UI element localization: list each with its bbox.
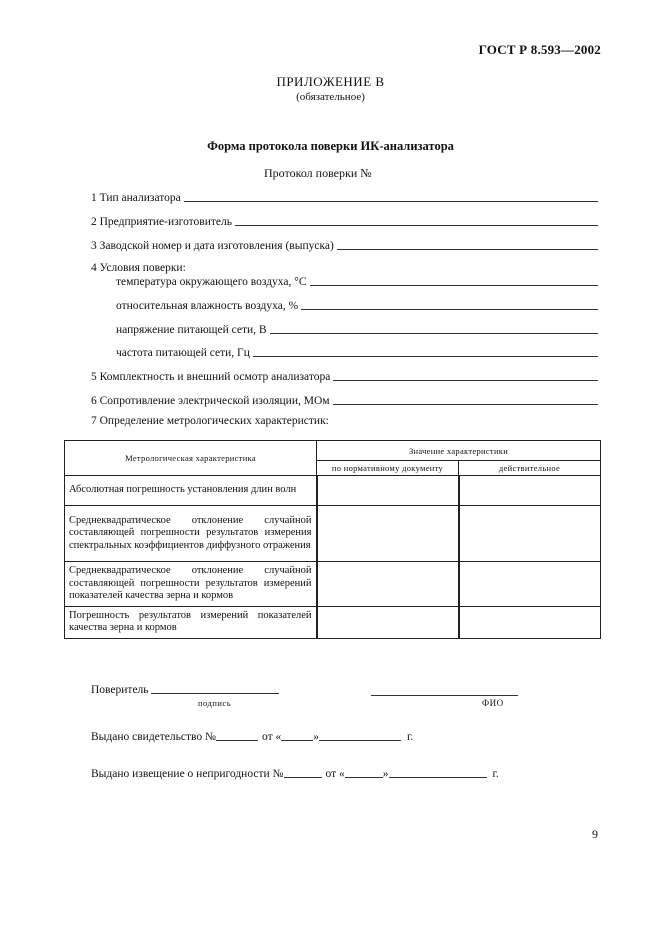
table-row	[65, 506, 601, 562]
table-row	[65, 606, 601, 638]
appendix-subtitle: (обязательное)	[296, 91, 365, 103]
fill-line[interactable]	[333, 403, 598, 405]
fill-line[interactable]	[184, 200, 598, 202]
field-metrology-label: 7 Определение метрологических характеристик:	[91, 415, 329, 427]
notice-row	[91, 768, 499, 780]
row-name: Погрешность результатов измерений показателей качества зерна и кормов	[65, 606, 317, 638]
fill-line[interactable]	[270, 332, 598, 334]
certificate-month-line[interactable]	[319, 740, 401, 741]
notice-quote: »	[382, 768, 389, 780]
protocol-label: Протокол поверки №	[264, 166, 372, 180]
cell-actual[interactable]	[459, 506, 601, 562]
field-insulation	[91, 391, 598, 407]
field-label: 5 Комплектность и внешний осмотр анализатора	[91, 371, 331, 383]
page-number: 9	[592, 827, 598, 841]
document-code: ГОСТ Р 8.593—2002	[478, 42, 601, 57]
notice-label: Выдано извещение о непригодности №	[91, 768, 284, 780]
appendix-title: ПРИЛОЖЕНИЕ В	[276, 74, 385, 89]
certificate-row	[91, 731, 413, 743]
field-analyzer-type	[91, 188, 598, 204]
form-title: Форма протокола поверки ИК-анализатора	[207, 139, 454, 153]
header-value: Значение характеристики	[317, 441, 601, 461]
cell-normative[interactable]	[317, 476, 459, 506]
table-row	[65, 476, 601, 506]
verifier-row	[91, 684, 279, 696]
field-label: 3 Заводской номер и дата изготовления (выпуска)	[91, 240, 334, 252]
fill-line[interactable]	[235, 224, 598, 226]
header-characteristic: Метрологическая характеристика	[65, 441, 317, 476]
signature-line[interactable]	[151, 693, 279, 694]
fio-caption: ФИО	[482, 698, 504, 708]
field-label: частота питающей сети, Гц	[116, 347, 250, 359]
header-actual: действительное	[459, 461, 601, 476]
field-manufacturer	[91, 212, 598, 228]
field-label: 6 Сопротивление электрической изоляции, МОм	[91, 395, 330, 407]
field-label: 2 Предприятие-изготовитель	[91, 216, 232, 228]
certificate-label: Выдано свидетельство №	[91, 731, 216, 743]
fill-line[interactable]	[310, 284, 598, 286]
field-label: температура окружающего воздуха, °С	[116, 276, 307, 288]
cell-actual[interactable]	[459, 606, 601, 638]
field-humidity	[116, 296, 598, 312]
field-voltage	[116, 320, 598, 336]
cell-actual[interactable]	[459, 476, 601, 506]
fio-line[interactable]	[371, 695, 518, 696]
cell-actual[interactable]	[459, 562, 601, 607]
cell-normative[interactable]	[317, 506, 459, 562]
row-name: Среднеквадратическое отклонение случайной составляющей погрешности результатов измерения спектральных коэффициентов диффузного отражения	[65, 506, 317, 562]
field-conditions-label: 4 Условия поверки:	[91, 262, 186, 274]
verifier-label: Поверитель	[91, 684, 149, 696]
notice-month-line[interactable]	[389, 777, 487, 778]
notice-from: от «	[325, 768, 345, 780]
certificate-quote: »	[313, 731, 319, 743]
cell-normative[interactable]	[317, 606, 459, 638]
header-normative: по нормативному документу	[317, 461, 459, 476]
characteristics-table	[64, 440, 601, 639]
signature-caption: подпись	[198, 698, 232, 708]
field-label: относительная влажность воздуха, %	[116, 300, 299, 312]
certificate-day-line[interactable]	[281, 740, 313, 741]
fill-line[interactable]	[337, 248, 598, 250]
fill-line[interactable]	[253, 355, 598, 357]
notice-day-line[interactable]	[345, 777, 383, 778]
table-row	[65, 562, 601, 607]
field-serial-date	[91, 236, 598, 252]
field-label: 1 Тип анализатора	[91, 192, 181, 204]
field-completeness	[91, 367, 598, 383]
field-frequency	[116, 343, 598, 359]
certificate-from: от «	[261, 731, 282, 743]
notice-year: г.	[492, 768, 499, 780]
row-name: Абсолютная погрешность установления длин волн	[65, 476, 317, 506]
fill-line[interactable]	[333, 379, 598, 381]
field-temperature	[116, 272, 598, 288]
fill-line[interactable]	[301, 308, 598, 310]
certificate-year: г.	[406, 731, 414, 743]
cell-normative[interactable]	[317, 562, 459, 607]
row-name: Среднеквадратическое отклонение случайной составляющей погрешности результатов измерений показателей качества зерна и кормов	[65, 562, 317, 607]
certificate-number-line[interactable]	[216, 740, 258, 741]
notice-number-line[interactable]	[284, 777, 322, 778]
field-label: напряжение питающей сети, В	[116, 324, 267, 336]
